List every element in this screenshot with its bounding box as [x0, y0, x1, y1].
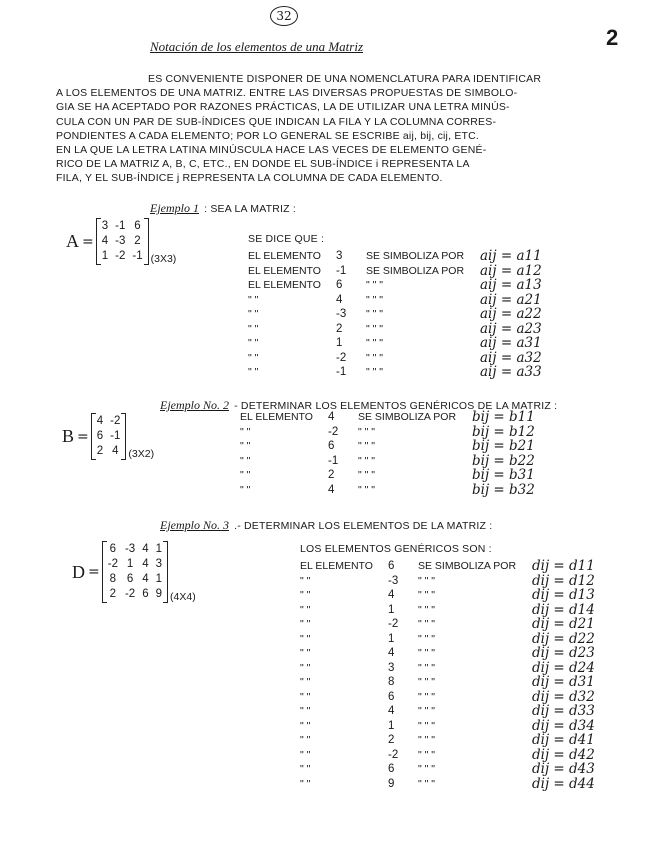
statement-prefix: " " [248, 337, 259, 349]
matrix-cell: 2 [96, 445, 104, 457]
statement-symbol: dij = d44 [532, 775, 595, 792]
statement-verb: " " " [366, 322, 384, 335]
statement-verb: " " " [418, 632, 436, 645]
matrix-cell: 6 [134, 220, 141, 232]
statement-verb: " " " [418, 705, 436, 717]
statement-symbol: dij = d42 [532, 746, 595, 763]
paragraph-line: EN LA QUE LA LETRA LATINA MINÚSCULA HACE LAS VECES DE ELEMENTO GENÉ- [56, 144, 487, 157]
statement-verb: " " " [366, 337, 384, 349]
matrix-cell: 8 [109, 573, 117, 585]
statement-prefix: EL ELEMENTO [248, 250, 321, 262]
matrix-cell: -2 [107, 558, 118, 570]
matrix-cell: -2 [115, 250, 126, 262]
statement-symbol: dij = d41 [532, 732, 595, 748]
paragraph-line: A LOS ELEMENTOS DE UNA MATRIZ. ENTRE LAS DIVERSAS PROPUESTAS DE SIMBOLO- [56, 87, 518, 100]
matrix-cell: 4 [112, 445, 119, 457]
example1-statements [248, 250, 568, 381]
matrix-cell: 1 [126, 558, 134, 570]
statement-prefix: EL ELEMENTO [248, 264, 321, 277]
statement-verb: " " " [418, 647, 436, 659]
statement-verb: " " " [418, 676, 436, 688]
statement-prefix: " " [248, 366, 259, 378]
statement-symbol: bij = b21 [472, 438, 535, 454]
matrix-b [62, 413, 154, 460]
matrix-cell: -1 [110, 430, 121, 442]
statement-verb: SE SIMBOLIZA POR [418, 560, 517, 572]
statement-verb: " " " [358, 454, 376, 467]
matrix-a-name: A [66, 231, 79, 251]
statement-verb: " " " [418, 603, 436, 616]
statement-symbol: bij = b22 [472, 452, 535, 469]
paragraph-line: GIA SE HA ACEPTADO POR RAZONES PRÁCTICAS, LA DE UTILIZAR UNA LETRA MINÚS- [56, 101, 510, 114]
example2-statements [240, 411, 560, 498]
statement-value: 2 [328, 469, 335, 481]
statement-value: 6 [388, 560, 395, 572]
statement-verb: " " " [418, 734, 436, 746]
matrix-cell: 4 [101, 235, 109, 247]
matrix-d [72, 541, 196, 603]
statement-prefix: " " [300, 734, 311, 746]
statement-prefix: " " [300, 719, 311, 732]
matrix-cell: 4 [142, 573, 149, 585]
page-number-circled: 32 [270, 6, 298, 26]
matrix-cell: 3 [101, 220, 109, 232]
statement-prefix: EL ELEMENTO [248, 279, 321, 291]
statement-value: 2 [388, 734, 395, 746]
matrix-a [66, 218, 176, 265]
statement-verb: " " " [366, 279, 384, 291]
statement-value: 4 [388, 705, 395, 717]
statement-prefix: " " [300, 705, 311, 717]
statement-value: 6 [388, 690, 395, 703]
matrix-b-bracket [91, 413, 127, 460]
statement-prefix: EL ELEMENTO [300, 560, 373, 572]
matrix-cell: 2 [134, 235, 141, 247]
example3-label: Ejemplo No. 3 [160, 518, 229, 532]
example2-label: Ejemplo No. 2 [160, 398, 229, 412]
statement-prefix: " " [300, 777, 311, 790]
matrix-a-equals: = [82, 233, 94, 250]
statement-prefix: " " [300, 647, 311, 659]
statement-value: 4 [388, 647, 395, 659]
matrix-cell: -3 [124, 543, 136, 555]
statement-symbol: dij = d11 [532, 558, 595, 574]
matrix-d-dims: (4X4) [170, 591, 196, 603]
statement-value: 1 [388, 719, 395, 732]
example3-statements [300, 560, 620, 792]
statement-value: 6 [328, 440, 335, 452]
matrix-cell: -2 [124, 588, 136, 600]
matrix-cell: 1 [155, 543, 163, 555]
matrix-cell: -1 [115, 220, 126, 232]
statement-verb: " " " [418, 748, 436, 761]
matrix-b-dims: (3X2) [128, 448, 155, 460]
statement-symbol: aij = a23 [480, 320, 542, 337]
statement-row [240, 481, 560, 499]
statement-verb: " " " [366, 351, 384, 364]
statement-value: 1 [388, 603, 395, 616]
statement-verb: SE SIMBOLIZA POR [358, 411, 457, 423]
statement-prefix: " " [300, 589, 311, 601]
statement-symbol: dij = d43 [532, 761, 595, 777]
statement-prefix: " " [248, 351, 259, 364]
statement-verb: " " " [358, 469, 376, 481]
paragraph-line: ES CONVENIENTE DISPONER DE UNA NOMENCLATURA PARA IDENTIFICAR [148, 73, 542, 85]
intro-paragraph [56, 72, 636, 186]
example1-intro: SE DICE QUE : [248, 233, 325, 245]
paragraph-line: CULA CON UN PAR DE SUB-ÍNDICES QUE INDICAN LA FILA Y LA COLUMNA CORRES- [56, 115, 497, 128]
statement-value: 4 [388, 589, 395, 601]
statement-value: 1 [388, 632, 395, 645]
matrix-cell: 3 [155, 558, 163, 570]
statement-symbol: dij = d13 [532, 587, 595, 603]
matrix-cell: 1 [101, 250, 109, 262]
statement-verb: " " " [418, 777, 436, 790]
statement-prefix: " " [300, 690, 311, 703]
statement-symbol: dij = d21 [532, 616, 595, 632]
statement-value: -2 [388, 748, 399, 761]
statement-verb: " " " [366, 366, 384, 378]
statement-row [248, 366, 568, 381]
statement-prefix: " " [300, 632, 311, 645]
statement-value: -1 [336, 264, 347, 277]
statement-symbol: dij = d23 [532, 645, 595, 661]
matrix-d-bracket [102, 541, 168, 603]
statement-verb: " " " [358, 425, 376, 438]
statement-verb: " " " [366, 308, 384, 320]
statement-symbol: bij = b12 [472, 423, 535, 440]
statement-prefix: " " [240, 440, 251, 452]
statement-prefix: " " [300, 603, 311, 616]
matrix-cell: 6 [109, 543, 117, 555]
matrix-cell: 4 [142, 543, 149, 555]
example3-heading [160, 514, 492, 533]
statement-prefix: " " [240, 483, 251, 496]
example1-label: Ejemplo 1 [150, 201, 199, 215]
statement-symbol: dij = d24 [532, 659, 595, 676]
matrix-d-equals: = [88, 564, 100, 580]
statement-symbol: aij = a22 [480, 306, 542, 322]
statement-symbol: dij = d22 [532, 630, 595, 647]
statement-prefix: " " [300, 618, 311, 630]
statement-value: 4 [328, 483, 335, 496]
matrix-cell: -1 [132, 250, 143, 262]
statement-value: 4 [328, 411, 335, 423]
matrix-a-dims: (3X3) [150, 253, 177, 265]
matrix-cell: -2 [110, 415, 121, 427]
statement-verb: " " " [418, 618, 436, 630]
statement-prefix: " " [300, 748, 311, 761]
statement-symbol: dij = d34 [532, 717, 595, 734]
statement-symbol: aij = a32 [480, 349, 542, 366]
matrix-cell: 2 [109, 588, 117, 600]
statement-value: 4 [336, 293, 343, 306]
example1-heading [150, 197, 296, 216]
statement-verb: " " " [366, 293, 384, 306]
statement-verb: " " " [418, 719, 436, 732]
statement-value: 3 [336, 250, 343, 262]
statement-symbol: bij = b11 [472, 409, 535, 425]
example2-text: - DETERMINAR LOS ELEMENTOS GENÉRICOS DE LA MATRIZ : [234, 400, 558, 412]
statement-verb: " " " [358, 483, 376, 496]
statement-verb: " " " [418, 690, 436, 703]
example3-text: .- DETERMINAR LOS ELEMENTOS DE LA MATRIZ : [234, 520, 493, 532]
matrix-cell: 1 [155, 573, 163, 585]
statement-symbol: dij = d31 [532, 674, 595, 690]
matrix-cell: 6 [126, 573, 134, 585]
matrix-cell: -3 [115, 235, 126, 247]
paragraph-line: FILA, Y EL SUB-ÍNDICE j REPRESENTA LA COLUMNA DE CADA ELEMENTO. [56, 172, 443, 185]
statement-symbol: aij = a11 [480, 248, 542, 264]
statement-prefix: " " [240, 454, 251, 467]
statement-verb: " " " [418, 589, 436, 601]
statement-prefix: " " [300, 763, 311, 775]
statement-value: -1 [328, 454, 339, 467]
statement-prefix: " " [300, 661, 311, 674]
statement-value: -1 [336, 366, 347, 378]
example1-text: : SEA LA MATRIZ : [204, 203, 296, 215]
statement-symbol: bij = b32 [472, 481, 535, 498]
statement-symbol: aij = a31 [480, 335, 542, 351]
statement-symbol: aij = a13 [480, 277, 542, 293]
statement-symbol: dij = d33 [532, 703, 595, 719]
statement-verb: " " " [358, 440, 376, 452]
statement-prefix: " " [300, 574, 311, 587]
statement-prefix: EL ELEMENTO [240, 411, 313, 423]
statement-symbol: dij = d14 [532, 601, 595, 618]
statement-value: -3 [388, 574, 399, 587]
matrix-cell: 9 [155, 588, 163, 600]
paragraph-line: RICO DE LA MATRIZ A, B, C, ETC., EN DONDE EL SUB-ÍNDICE i REPRESENTA LA [56, 158, 470, 171]
statement-value: -3 [336, 308, 347, 320]
statement-symbol: dij = d32 [532, 688, 595, 705]
statement-prefix: " " [240, 425, 251, 438]
statement-symbol: aij = a21 [480, 291, 542, 308]
statement-value: 9 [388, 777, 395, 790]
statement-value: 8 [388, 676, 395, 688]
matrix-b-name: B [62, 426, 75, 446]
statement-verb: " " " [418, 763, 436, 775]
page-number-corner: 2 [606, 25, 619, 50]
matrix-cell: 6 [142, 588, 149, 600]
statement-symbol: dij = d12 [532, 572, 595, 589]
matrix-a-bracket [96, 218, 149, 265]
matrix-cell: 4 [142, 558, 149, 570]
statement-row [300, 775, 620, 793]
statement-symbol: aij = a12 [480, 262, 542, 279]
matrix-b-equals: = [77, 428, 89, 445]
statement-value: -2 [336, 351, 347, 364]
page-title: Notación de los elementos de una Matriz [150, 39, 364, 54]
matrix-cell: 4 [96, 415, 104, 427]
statement-symbol: bij = b31 [472, 467, 535, 483]
statement-value: -2 [388, 618, 399, 630]
statement-value: 6 [336, 279, 343, 291]
matrix-d-name: D [72, 561, 85, 582]
statement-value: 6 [388, 763, 395, 775]
statement-prefix: " " [240, 469, 251, 481]
paragraph-line: PONDIENTES A CADA ELEMENTO; POR LO GENERAL SE ESCRIBE aij, bij, cij, ETC. [56, 129, 480, 142]
statement-prefix: " " [248, 322, 259, 335]
matrix-cell: 6 [96, 430, 104, 442]
statement-prefix: " " [248, 308, 259, 320]
statement-value: 2 [336, 322, 343, 335]
statement-verb: " " " [418, 661, 436, 674]
statement-verb: " " " [418, 574, 436, 587]
statement-value: -2 [328, 425, 339, 438]
example3-intro: LOS ELEMENTOS GENÉRICOS SON : [300, 543, 492, 555]
statement-value: 1 [336, 337, 343, 349]
statement-prefix: " " [248, 293, 259, 306]
statement-value: 3 [388, 661, 395, 674]
statement-symbol: aij = a33 [480, 364, 542, 380]
statement-verb: SE SIMBOLIZA POR [366, 250, 465, 262]
statement-prefix: " " [300, 676, 311, 688]
statement-verb: SE SIMBOLIZA POR [366, 264, 465, 277]
